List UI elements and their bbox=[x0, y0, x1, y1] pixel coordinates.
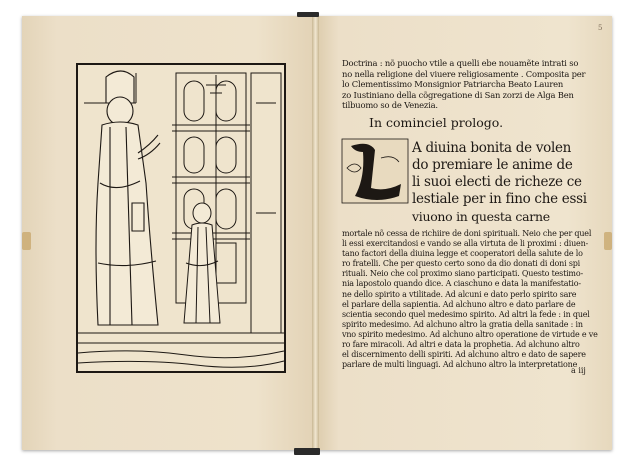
signature-mark: a iij bbox=[571, 366, 586, 375]
prologue-heading: In cominciel prologo. bbox=[369, 115, 504, 130]
body-line: scientia secondo quel medesimo spirito. Ad altri la fede : in quel bbox=[342, 309, 590, 319]
spine-clip-top bbox=[297, 12, 319, 17]
body-line: nia lapostolo quando dice. A ciaschuno e data la manifestatio- bbox=[342, 279, 581, 289]
body-line: el parlare della sapientia. Ad alchuno altro e dato parlare de bbox=[342, 299, 576, 309]
woodcut-illustration bbox=[76, 63, 286, 373]
page-stain-left bbox=[22, 232, 31, 250]
body-line: mortale nõ cessa de richiire de doni spirituali. Neio che per quel bbox=[342, 229, 592, 238]
body-line: rituali. Neio che col proximo siano participati. Questo testimo- bbox=[342, 269, 583, 279]
body-line: tano factori della diuina legge et cooperatori della salute de lo bbox=[342, 249, 583, 259]
page-number: 5 bbox=[598, 24, 603, 32]
big-line: li suoi electi de richeze ce bbox=[412, 174, 582, 190]
big-line: A diuina bonita de volen bbox=[412, 140, 572, 156]
body-line: spirito medesimo. Ad alchuno altro la gratia della sanitade : in bbox=[342, 319, 583, 329]
decorated-initial-l bbox=[341, 138, 409, 204]
book-gutter bbox=[312, 16, 319, 450]
body-line: li essi exercitandosi e vando se alla virtuta de li proximi : diuen- bbox=[342, 239, 589, 249]
intro-line: Doctrina : nõ puocho vtile a quelli ebe nouamẽte intrati so bbox=[342, 58, 579, 68]
big-line: viuono in questa carne bbox=[412, 209, 550, 224]
spine-clip-bottom bbox=[294, 448, 320, 455]
body-line: parlare de multi linguagi. Ad alchuno altro la interpretatione bbox=[342, 360, 578, 370]
body-line: el discernimento delli spiriti. Ad alchuno altro e dato de sapere bbox=[342, 350, 586, 360]
intro-line: lo Clementissimo Monsignior Patriarcha Beato Lauren bbox=[342, 79, 564, 90]
big-line: lestiale per in fino che essi bbox=[412, 191, 587, 207]
body-line: ro fare miracoli. Ad altri e data la prophetia. Ad alchuno altro bbox=[342, 340, 580, 350]
intro-line: tilbuomo so de Venezia. bbox=[342, 100, 438, 111]
big-line: do premiare le anime de bbox=[412, 157, 573, 173]
body-line: ro fratelli. Che per questo certo sono da dio donati di doni spi bbox=[342, 259, 581, 269]
intro-text bbox=[342, 58, 594, 111]
body-line: ne dello spirito a vtilitade. Ad alcuni e dato perlo spirito sare bbox=[342, 289, 577, 299]
intro-line: no nella religione del viuere religiosamente . Composita per bbox=[342, 68, 586, 79]
page-stain-right bbox=[604, 232, 612, 250]
body-text bbox=[342, 229, 602, 370]
body-line: vno spirito medesimo. Ad alchuno altro operatione de virtude e ve bbox=[342, 329, 598, 339]
intro-line: zo Iustiniano della cõgregatione di San zorzi de Alga Ben bbox=[342, 89, 574, 100]
